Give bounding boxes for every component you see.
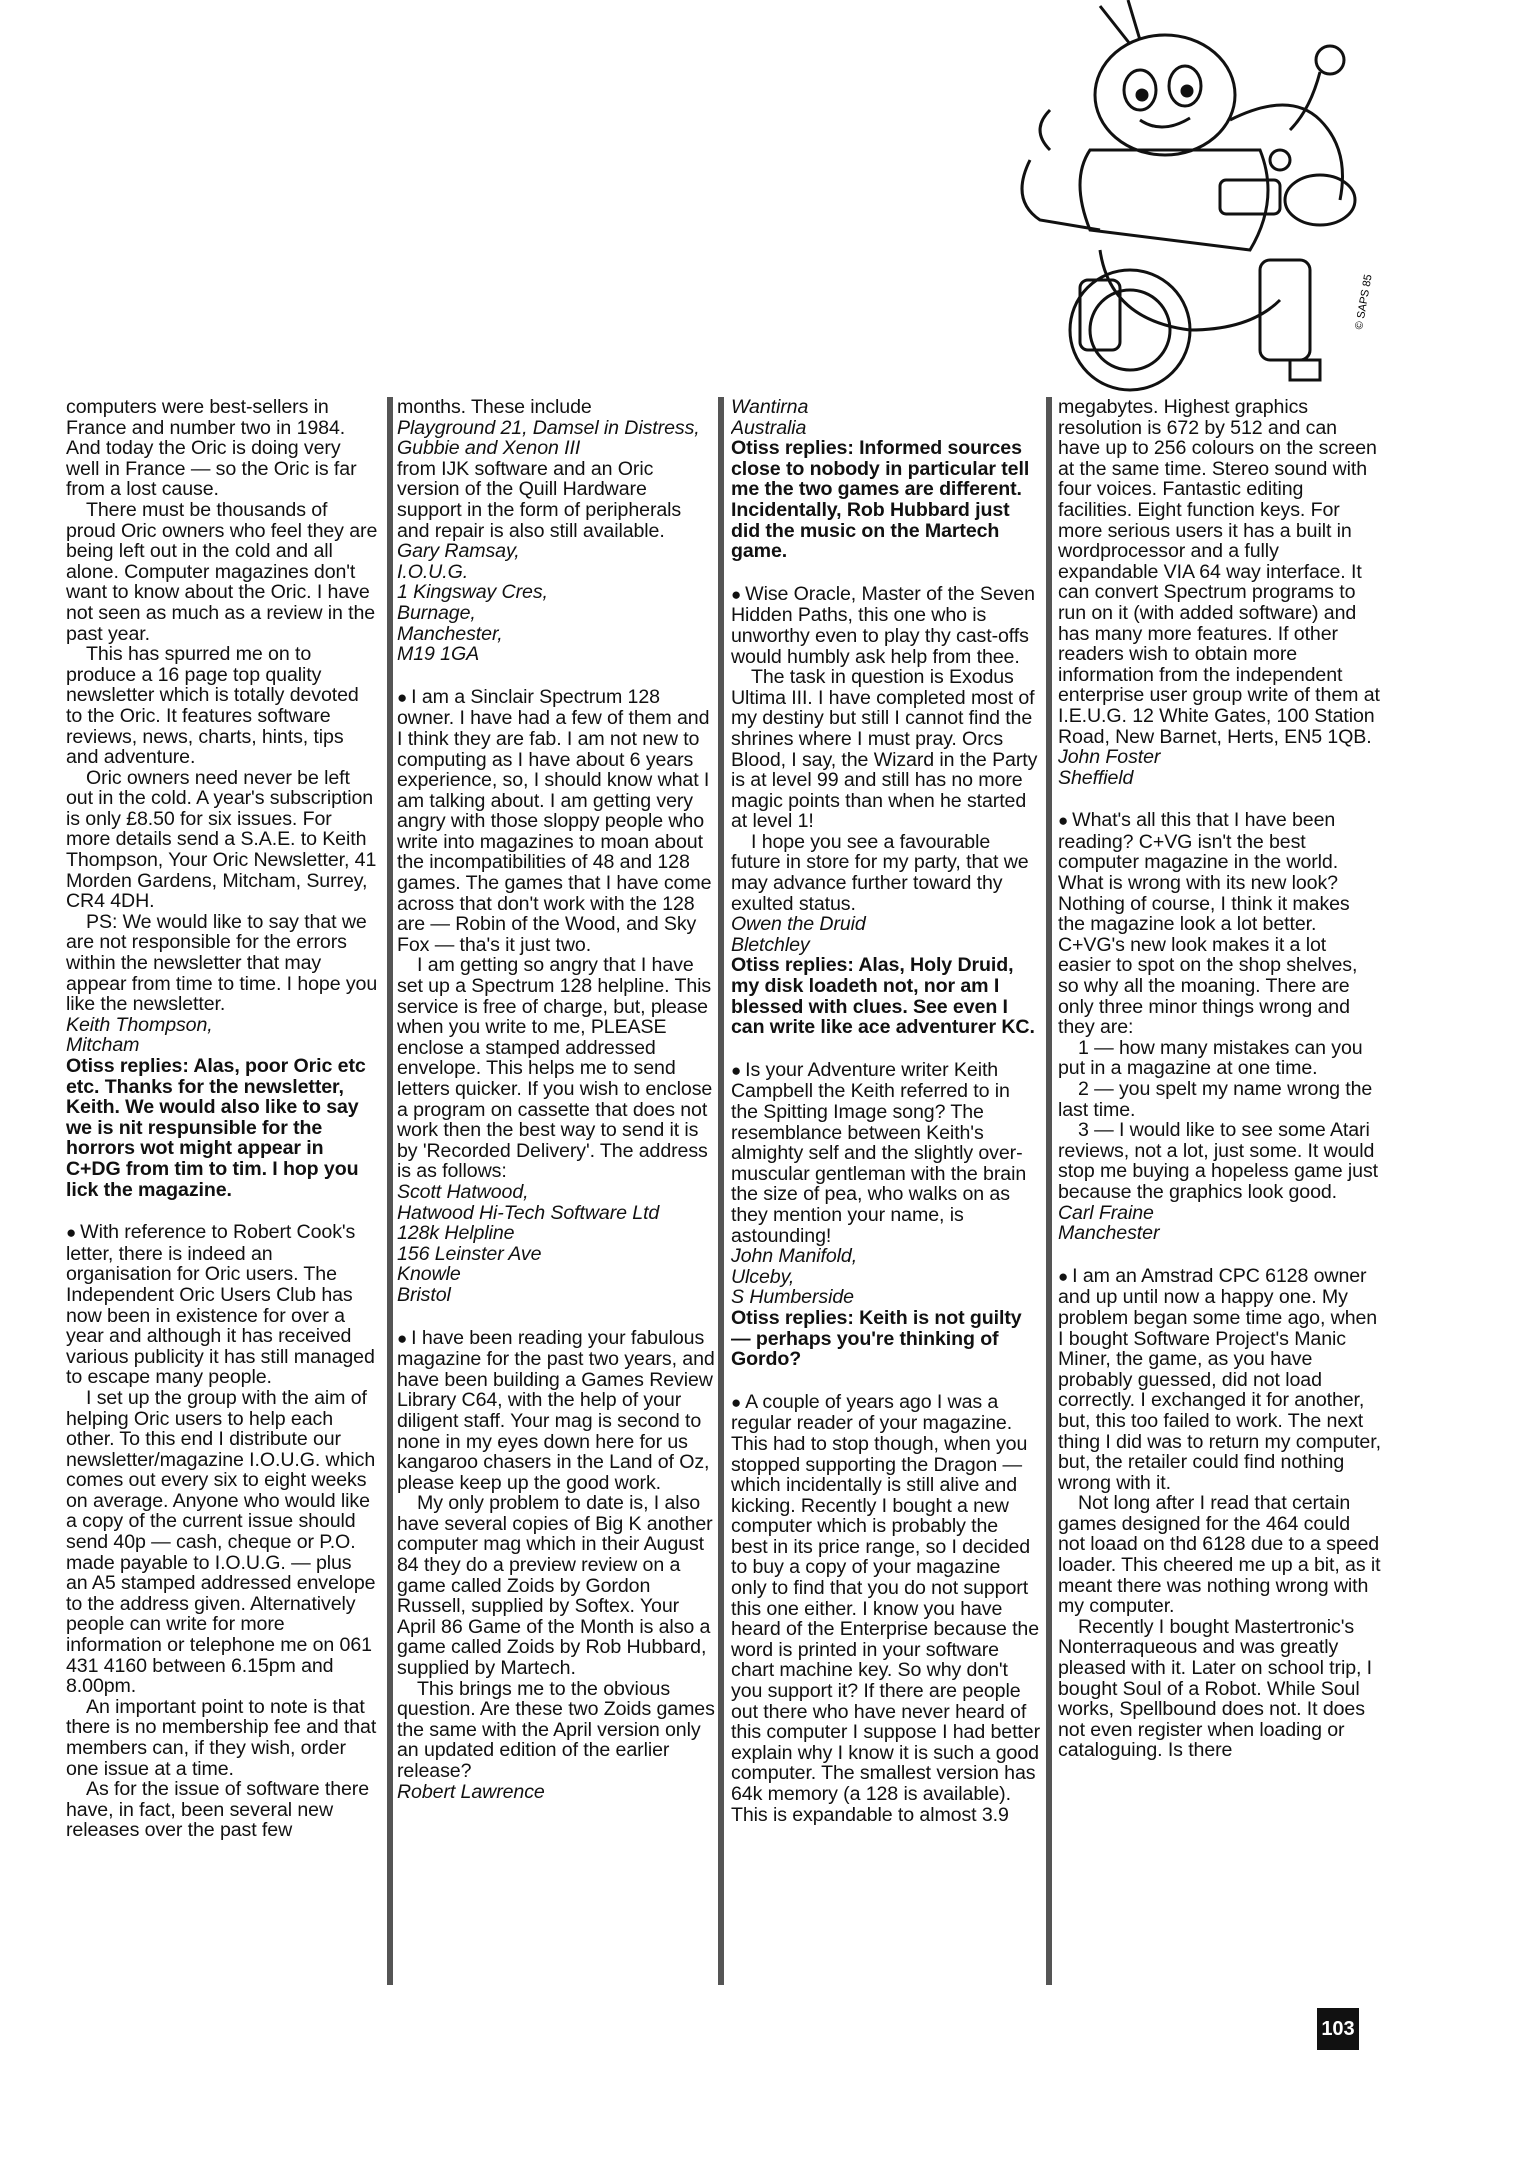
byline: Burnage, — [397, 601, 476, 624]
letter-paragraph: Oric owners need never be left out in the cold. A year's subscription is only £8.50 for six issues. For more details send a S.A.E. to Keith Thompson, Your Oric Newsletter, 41 Morden Gardens, Mitcham, Surrey, CR4 4DH. — [66, 766, 377, 913]
byline: I.O.U.G. — [397, 560, 469, 583]
letter-paragraph: computers were best-sellers in France and number two in 1984. And today the Oric is doing very well in France — so the Oric is far from a lost cause. — [66, 397, 357, 501]
byline: 1 Kingsway Cres, — [397, 581, 548, 604]
byline: Sheffield — [1058, 766, 1134, 789]
byline: John Manifold, — [731, 1245, 858, 1268]
byline: Robert Lawrence — [397, 1780, 545, 1803]
page-number: 103 — [1317, 2008, 1359, 2050]
byline: Keith Thompson, — [66, 1013, 213, 1036]
byline: Wantirna — [731, 397, 809, 418]
letter-paragraph: I am getting so angry that I have set up a Spectrum 128 helpline. This service is free of charge, but, please when you write to me, PLEASE enclose a stamped addressed envelope. This helps me to send letters quicker. If you wish to enclose a program on cassette that does not work then the best way to send it is by 'Recorded Delivery'. The address is as follows: — [397, 954, 713, 1183]
letter-paragraph: ● I am a Sinclair Spectrum 128 owner. I have had a few of them and I think they are fab. I am not new to computing as I have about 6 years experience, so, I should know what I am talking about. I am getting very angry with those sloppy people who write into magazines to moan about the incompatibilities of 48 and 128 games. The games that I have come across that don't work with the 128 are — Robin of the Wood, and Sky Fox — tha's it just two. — [397, 687, 715, 956]
letter-paragraph: megabytes. Highest graphics resolution is 672 by 512 and can have up to 256 colours on the screen at the same time. Stereo sound with four voices. Fantastic editing facilities. Eight function keys. For more serious users it has a built in wordprocessor and a fully expandable VIA 64 way interface. It can convert Spectrum programs to run on it (with added software) and has many more features. If other readers wish to obtain more information from the independent enterprise user group write of them at I.E.U.G. 12 White Gates, 100 Station Road, New Barnet, Herts, EN5 1QB. — [1058, 397, 1380, 748]
letter-paragraph: Not long after I read that certain games designed for the 464 could not loaad on thd 6128 due to a speed loader. This cheered me up a bit, as it meant there was nothing wrong with my computer. — [1058, 1492, 1381, 1618]
letter-paragraph: ● A couple of years ago I was a regular reader of your magazine. This had to stop though, when you stopped supporting the Dragon — which incidentally is still alive and kicking. Recently I bought a new computer which is probably the best in its price range, so I decided to buy a copy of your magazine only to find that you do not support this one either. I know you have heard of the Enterprise because the word is printed in your software chart machine key. So why don't you support it? If there are people out there who have never heard of this computer I suppose I had better explain why I know it is such a good computer. The smallest version has 64k memory (a 128 is available). This is expandable to almost 3.9 — [731, 1392, 1040, 1825]
letter-paragraph: 1 — how many mistakes can you put in a magazine at one time. — [1058, 1036, 1363, 1080]
letter-paragraph: I set up the group with the aim of helping Oric users to help each other. To this end I distribute our newsletter/magazine I.O.U.G. which comes out every six to eight weeks on average. Anyone who would like a copy of the current issue should send 40p — cash, cheque or P.O. made payable to I.O.U.G. — plus an A5 stamped addressed envelope to the address given. Alternatively people can write for more information or telephone me on 061 431 4160 between 6.15pm and 8.00pm. — [66, 1386, 376, 1698]
byline: Owen the Druid — [731, 913, 866, 936]
byline: Hatwood Hi-Tech Software Ltd — [397, 1201, 660, 1224]
letter-paragraph: The task in question is Exodus Ultima III. I have completed most of my destiny but still I cannot find the shrines where I must pray. Orcs Blood, I say, the Wizard in the Party is at level 99 and still has no more magic points than when he started at level 1! — [731, 666, 1038, 833]
artist-signature: © SAPS 85 — [1353, 273, 1375, 331]
byline: Knowle — [397, 1263, 461, 1286]
byline: S Humberside — [731, 1286, 854, 1309]
letter-paragraph: from IJK software and an Oric version of the Quill Hardware support in the form of peripherals and repair is also still available. — [397, 457, 682, 542]
column-rule — [718, 397, 724, 1985]
letter-paragraph: ● Is your Adventure writer Keith Campbell the Keith referred to in the Spitting Image song? The resemblance between Keith's almighty self and the slightly over-muscular gentleman with the brain the size of pea, who walks on as they mention your name, is astounding! — [731, 1060, 1040, 1246]
editor-reply: Otiss replies: Informed sources close to nobody in particular tell me the two games are different. Incidentally, Rob Hubbard just did the music on the Martech game. — [731, 437, 1030, 563]
byline: Manchester, — [397, 622, 503, 645]
letter-paragraph: ● What's all this that I have been reading? C+VG isn't the best computer magazine in the world. What is wrong with its new look? Nothing of course, I think it makes the magazine look a lot better. C+VG's new look makes it a lot easier to spot on the shop shelves, so why all the moaning. There are only three minor things wrong and they are: — [1058, 810, 1381, 1038]
byline: 128k Helpline — [397, 1222, 515, 1245]
editor-reply: Otiss replies: Alas, poor Oric etc etc. Thanks for the newsletter, Keith. We would also like to say we is nit respunsible for the horrors wot might appear in C+DG from tim to tim. I hop you lick the magazine. — [66, 1055, 366, 1201]
byline: 156 Leinster Ave — [397, 1242, 542, 1265]
byline: Mitcham — [66, 1034, 140, 1057]
letter-paragraph: PS: We would like to say that we are not responsible for the errors within the newsletter that may appear from time to time. I hope you like the newsletter. — [66, 910, 378, 1016]
column-rule — [387, 397, 393, 1985]
column-1 — [66, 397, 378, 1985]
letter-paragraph: An important point to note is that there is no membership fee and that members can, if they wish, order one issue at a time. — [66, 1695, 377, 1780]
byline: Scott Hatwood, — [397, 1180, 529, 1203]
letter-paragraph: ● I have been reading your fabulous magazine for the past two years, and have been building a Games Review Library C64, with the help of your diligent staff. Your mag is second to none in my eyes down here for us kangaroo chasers in the Land of Oz, please keep up the good work. — [397, 1328, 715, 1494]
byline: Australia — [731, 416, 807, 439]
letter-paragraph: This has spurred me on to produce a 16 page top quality newsletter which is totally devoted to the Oric. It features software reviews, news, charts, hints, tips and adventure. — [66, 643, 359, 769]
column-3 — [731, 397, 1040, 1985]
letter-paragraph: There must be thousands of proud Oric owners who feel they are being left out in the cold and all alone. Computer magazines don't want to know about the Oric. I have not seen as much as a review in the past year. — [66, 498, 378, 645]
letter-paragraph: ● I am an Amstrad CPC 6128 owner and up until now a happy one. My problem began some time ago, when I bought Software Project's Manic Miner, the game, as you have probably guessed, did not load correctly. I exchanged it for another, but, this too failed to work. The next thing I did was to return my computer, but, the retailer could find nothing wrong with it. — [1058, 1266, 1381, 1494]
editor-reply: Otiss replies: Keith is not guilty — perhaps you're thinking of Gordo? — [731, 1306, 1022, 1371]
letter-paragraph: 2 — you spelt my name wrong the last time. — [1058, 1078, 1373, 1121]
letter-paragraph: 3 — I would like to see some Atari reviews, not a lot, just some. It would stop me buying a hopeless game just because the graphics look good. — [1058, 1119, 1378, 1203]
robot-illustration — [990, 0, 1390, 400]
byline: M19 1GA — [397, 643, 480, 666]
byline: Manchester — [1058, 1222, 1160, 1245]
letter-paragraph: months. These include — [397, 397, 592, 418]
editor-reply: Otiss replies: Alas, Holy Druid, my disk loadeth not, nor am I blessed with clues. See even I can write like ace adventurer KC. — [731, 954, 1035, 1039]
column-4 — [1058, 397, 1381, 1985]
byline: Bristol — [397, 1283, 451, 1306]
column-2 — [397, 397, 715, 1985]
letter-paragraph: Recently I bought Mastertronic's Nonterraqueous and was greatly pleased with it. Later on school trip, I bought Soul of a Robot. While Soul works, Spellbound does not. It does not even register when loading or cataloguing. Is there — [1058, 1615, 1373, 1762]
byline: Ulceby, — [731, 1265, 795, 1288]
column-rule — [1046, 397, 1052, 1985]
letter-paragraph: ● Wise Oracle, Master of the Seven Hidden Paths, this one who is unworthy even to play thy cast-offs would humbly ask help from thee. — [731, 584, 1040, 667]
byline: Gary Ramsay, — [397, 540, 520, 563]
byline: Carl Fraine — [1058, 1201, 1154, 1224]
byline: Playground 21, Damsel in Distress, Gubbie and Xenon III — [397, 416, 700, 460]
letter-paragraph: ● With reference to Robert Cook's letter, there is indeed an organisation for Oric users. The Independent Oric Users Club has now been in existence for over a year and although it has received various publicity it has still managed to escape many people. — [66, 1222, 378, 1388]
byline: John Foster — [1058, 746, 1161, 769]
letter-paragraph: As for the issue of software there have, in fact, been several new releases over the past few — [66, 1778, 370, 1842]
letter-paragraph: I hope you see a favourable future in store for my party, that we may advance further toward thy exulted status. — [731, 830, 1029, 915]
byline: Bletchley — [731, 933, 810, 956]
letter-paragraph: My only problem to date is, I also have several copies of Big K another computer mag which in their August 84 they do a preview review on a game called Zoids by Gordon Russell, supplied by Softex. Your April 86 Game of the Month is also a game called Zoids by Rob Hubbard, supplied by Martech. — [397, 1492, 713, 1680]
letter-paragraph: This brings me to the obvious question. Are these two Zoids games the same with the April version only an updated edition of the earlier release? — [397, 1677, 715, 1782]
